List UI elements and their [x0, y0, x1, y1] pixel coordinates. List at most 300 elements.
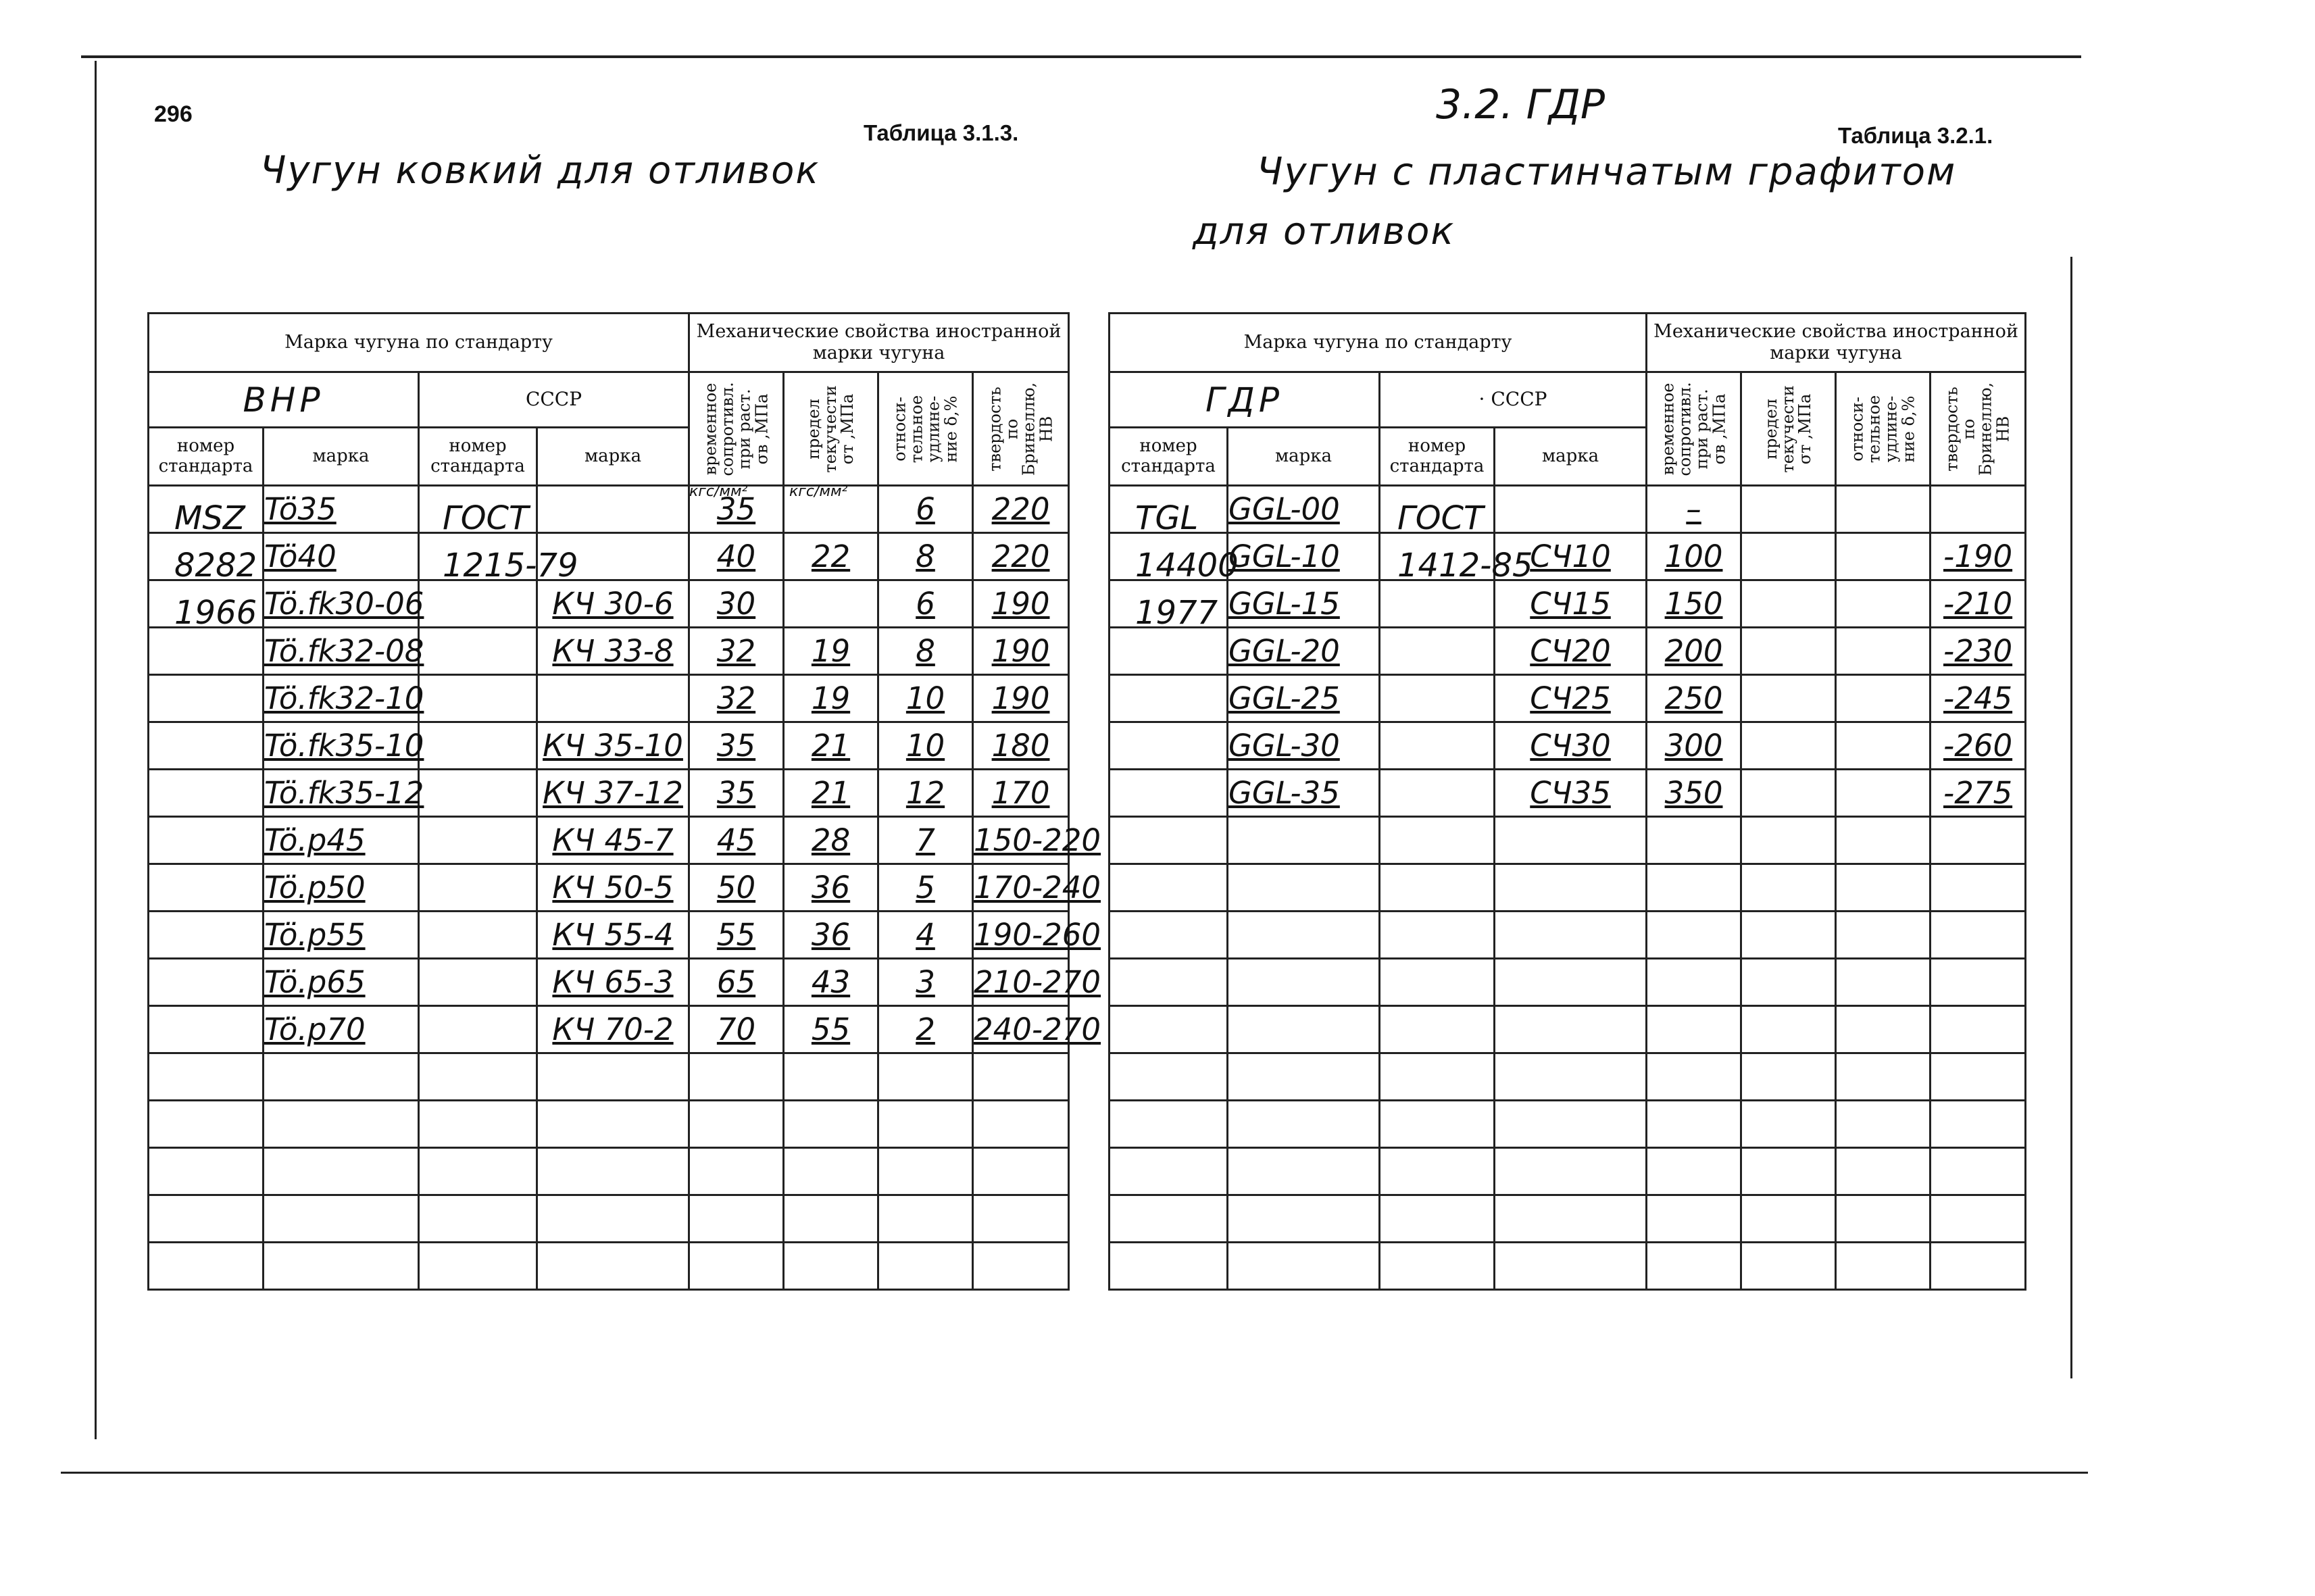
table-cell [149, 722, 264, 770]
cell-grade: Tö.fk30-06 [264, 580, 419, 628]
table-cell [1110, 864, 1228, 912]
empty-row [1110, 1006, 2026, 1053]
table-cell [1495, 1195, 1647, 1243]
cell-tensile: 65 [689, 959, 784, 1006]
table-cell [1380, 817, 1495, 864]
cell-yield: 19 [784, 675, 878, 722]
cell-hb: -210 [1931, 580, 2026, 628]
empty-row [149, 1101, 1069, 1148]
cell-tensile: 250 [1647, 675, 1741, 722]
left-table-label: Таблица 3.1.3. [864, 120, 1019, 145]
table-cell [1110, 1006, 1228, 1053]
table-cell [1380, 1101, 1495, 1148]
cell-tensile: 30 [689, 580, 784, 628]
table-cell [419, 1101, 537, 1148]
cell-tensile: 100 [1647, 533, 1741, 580]
table-cell [1228, 1053, 1380, 1101]
table-cell [1931, 1006, 2026, 1053]
table-cell [1836, 959, 1931, 1006]
cell-elong [1836, 533, 1931, 580]
table-cell [419, 675, 537, 722]
unit-label-tensile: кгс/мм² [689, 483, 748, 500]
table-cell [784, 1101, 878, 1148]
table-row [1110, 486, 2026, 533]
cell-grade: Tö.fk35-10 [264, 722, 419, 770]
table-cell [784, 1195, 878, 1243]
table-cell [1228, 1101, 1380, 1148]
cell-ussr: КЧ 70-2 [537, 1006, 689, 1053]
right-margin-rule [2070, 257, 2072, 1378]
cell-tensile: 200 [1647, 628, 1741, 675]
table-cell [537, 1195, 689, 1243]
cell-hb [1931, 486, 2026, 533]
table-cell [1110, 722, 1228, 770]
table-row [1110, 722, 2026, 770]
table-cell [1647, 1053, 1741, 1101]
cell-hb: 190 [973, 675, 1069, 722]
cell-hb: 150-220 [973, 817, 1069, 864]
left-table [147, 312, 1101, 1291]
empty-row [1110, 1053, 2026, 1101]
table-cell [689, 1195, 784, 1243]
cell-elong: 8 [878, 533, 973, 580]
section-heading: 3.2. ГДР [1436, 81, 1605, 128]
header-hardness: твердость по Бринеллю, НВ [1931, 372, 2026, 486]
header-elongation: относи- тельное удлине- ние δ,% [1836, 372, 1931, 486]
table-cell [1647, 817, 1741, 864]
cell-yield: 21 [784, 770, 878, 817]
table-cell [1647, 959, 1741, 1006]
table-cell [1110, 770, 1228, 817]
table-cell [419, 912, 537, 959]
table-cell [264, 1243, 419, 1290]
table-cell [419, 1148, 537, 1195]
cell-hb: 190 [973, 628, 1069, 675]
header-mechanical-properties: Механические свойства иностранной марки чугуна [689, 314, 1069, 372]
cell-hb: 210-270 [973, 959, 1069, 1006]
cell-grade: GGL-35 [1228, 770, 1380, 817]
table-cell [1741, 1195, 1836, 1243]
empty-row [149, 1053, 1069, 1101]
table-cell [1380, 1053, 1495, 1101]
table-cell [1228, 817, 1380, 864]
table-cell [1836, 912, 1931, 959]
header-tensile: временное сопротивл. при раст. σв ,МПа [1647, 372, 1741, 486]
table-cell [149, 1195, 264, 1243]
cell-tensile: 55 [689, 912, 784, 959]
cell-tensile: 32 [689, 628, 784, 675]
cell-yield [1741, 722, 1836, 770]
header-mechanical-properties: Механические свойства иностранной марки чугуна [1647, 314, 2026, 372]
table-cell [784, 1148, 878, 1195]
table-cell [264, 1195, 419, 1243]
table-cell [1741, 912, 1836, 959]
table-cell [149, 1148, 264, 1195]
table-cell [973, 1053, 1069, 1101]
table-cell [973, 1243, 1069, 1290]
table-cell [1741, 1101, 1836, 1148]
table-cell [537, 1243, 689, 1290]
header-std-number: номер стандарта [1110, 428, 1228, 486]
right-foreign-standard: TGL 14400 1977 [1135, 499, 1239, 632]
table-cell [1495, 1006, 1647, 1053]
cell-hb: 240-270 [973, 1006, 1069, 1053]
table-cell [1741, 1006, 1836, 1053]
table-cell [1380, 1006, 1495, 1053]
cell-elong: 8 [878, 628, 973, 675]
table-cell [537, 1101, 689, 1148]
table-cell [149, 770, 264, 817]
cell-grade: GGL-30 [1228, 722, 1380, 770]
table-cell [537, 1148, 689, 1195]
table-cell [537, 1053, 689, 1101]
table-cell [1228, 1243, 1380, 1290]
table-cell [1380, 912, 1495, 959]
cell-hb: -275 [1931, 770, 2026, 817]
cell-grade: Tö.p70 [264, 1006, 419, 1053]
cell-yield [784, 580, 878, 628]
table-cell [1228, 912, 1380, 959]
table-cell [1495, 864, 1647, 912]
table-row [1110, 675, 2026, 722]
table-row [149, 628, 1069, 675]
cell-grade: Tö.p45 [264, 817, 419, 864]
table-cell [419, 1195, 537, 1243]
table-cell [1931, 1243, 2026, 1290]
table-cell [1741, 1148, 1836, 1195]
empty-row [1110, 1101, 2026, 1148]
cell-grade: Tö35 [264, 486, 419, 533]
cell-tensile: 45 [689, 817, 784, 864]
cell-elong: 5 [878, 864, 973, 912]
cell-yield: 36 [784, 912, 878, 959]
table-cell [1647, 1006, 1741, 1053]
header-country-ussr: · СССР [1380, 372, 1647, 428]
table-cell [1380, 628, 1495, 675]
table-cell [1741, 1243, 1836, 1290]
table-cell [1836, 817, 1931, 864]
header-country-gdr: ГДР [1110, 372, 1380, 428]
table-cell [264, 1148, 419, 1195]
cell-grade: Tö.p65 [264, 959, 419, 1006]
cell-hb: 190-260 [973, 912, 1069, 959]
table-cell [878, 1148, 973, 1195]
table-cell [1228, 1006, 1380, 1053]
header-tensile: временное сопротивл. при раст. σв ,МПа [689, 372, 784, 486]
table-cell [419, 1006, 537, 1053]
table-cell [419, 1053, 537, 1101]
cell-elong: 3 [878, 959, 973, 1006]
table-cell [1931, 1195, 2026, 1243]
header-country-ussr: СССР [419, 372, 689, 428]
table-cell [149, 1006, 264, 1053]
table-cell [1495, 1243, 1647, 1290]
header-ussr-grade: марка [537, 428, 689, 486]
cell-yield: 28 [784, 817, 878, 864]
left-title: Чугун ковкий для отливок [260, 149, 820, 193]
table-cell [1647, 912, 1741, 959]
table-cell [149, 1101, 264, 1148]
header-grade: марка [264, 428, 419, 486]
table-cell [973, 1148, 1069, 1195]
table-cell [1647, 1101, 1741, 1148]
cell-hb: 170 [973, 770, 1069, 817]
empty-row [1110, 912, 2026, 959]
table-cell [784, 1053, 878, 1101]
table-cell [1836, 1006, 1931, 1053]
cell-ussr: КЧ 33-8 [537, 628, 689, 675]
table-cell [1380, 864, 1495, 912]
empty-row [1110, 817, 2026, 864]
table-cell [1380, 1148, 1495, 1195]
table-cell [1110, 675, 1228, 722]
empty-row [1110, 864, 2026, 912]
table-cell [784, 1243, 878, 1290]
table-cell [1380, 675, 1495, 722]
table-cell [1228, 959, 1380, 1006]
cell-grade: Tö40 [264, 533, 419, 580]
table-row [149, 1006, 1069, 1053]
page-number: 296 [154, 101, 193, 127]
table-cell [689, 1148, 784, 1195]
table-cell [149, 912, 264, 959]
cell-ussr: КЧ 65-3 [537, 959, 689, 1006]
table-cell [1110, 1148, 1228, 1195]
cell-tensile: 40 [689, 533, 784, 580]
table-cell [1741, 959, 1836, 1006]
cell-elong [1836, 675, 1931, 722]
table-row [149, 912, 1069, 959]
header-grade: марка [1228, 428, 1380, 486]
cell-hb: -190 [1931, 533, 2026, 580]
table-cell [1741, 1053, 1836, 1101]
left-margin-rule [95, 61, 97, 1439]
cell-yield [1741, 533, 1836, 580]
table-cell [878, 1101, 973, 1148]
cell-yield [1741, 675, 1836, 722]
table-cell [878, 1053, 973, 1101]
cell-elong [1836, 628, 1931, 675]
cell-tensile: 32 [689, 675, 784, 722]
cell-elong: 12 [878, 770, 973, 817]
right-title-line1: Чугун с пластинчатым графитом [1257, 150, 1957, 194]
table-cell [1380, 1195, 1495, 1243]
header-yield: предел текучести σт ,МПа [784, 372, 878, 486]
table-cell [1228, 1148, 1380, 1195]
table-cell [149, 959, 264, 1006]
table-cell [1931, 1148, 2026, 1195]
cell-tensile: 150 [1647, 580, 1741, 628]
left-foreign-standard: MSZ 8282 1966 [174, 499, 257, 632]
table-cell [1110, 912, 1228, 959]
table-cell [264, 1053, 419, 1101]
cell-tensile: 350 [1647, 770, 1741, 817]
cell-hb: 170-240 [973, 864, 1069, 912]
cell-ussr: КЧ 35-10 [537, 722, 689, 770]
table-cell [1741, 817, 1836, 864]
table-cell [1931, 864, 2026, 912]
cell-tensile: 50 [689, 864, 784, 912]
table-cell [149, 1243, 264, 1290]
table-cell [1931, 912, 2026, 959]
cell-yield: 36 [784, 864, 878, 912]
table-row [1110, 628, 2026, 675]
cell-grade: GGL-20 [1228, 628, 1380, 675]
table-cell [1647, 1148, 1741, 1195]
table-cell [419, 864, 537, 912]
table-row [149, 722, 1069, 770]
cell-grade: Tö.fk35-12 [264, 770, 419, 817]
table-cell [1495, 959, 1647, 1006]
cell-elong: 7 [878, 817, 973, 864]
cell-ussr: СЧ25 [1495, 675, 1647, 722]
table-row [149, 580, 1069, 628]
cell-grade: Tö.fk32-10 [264, 675, 419, 722]
table-row [1110, 533, 2026, 580]
cell-yield: 43 [784, 959, 878, 1006]
table-cell [1110, 817, 1228, 864]
cell-ussr: СЧ35 [1495, 770, 1647, 817]
cell-grade: Tö.fk32-08 [264, 628, 419, 675]
table-cell [1647, 864, 1741, 912]
table-cell [1931, 959, 2026, 1006]
table-cell [1836, 864, 1931, 912]
cell-hb: 220 [973, 533, 1069, 580]
left-ussr-standard: ГОСТ 1215-79 [443, 499, 578, 584]
cell-elong: 6 [878, 486, 973, 533]
cell-yield [1741, 580, 1836, 628]
cell-ussr [537, 675, 689, 722]
header-grade-by-standard: Марка чугуна по стандарту [149, 314, 689, 372]
right-table-label: Таблица 3.2.1. [1838, 123, 1993, 148]
table-cell [419, 1243, 537, 1290]
empty-row [149, 1148, 1069, 1195]
cell-elong: 4 [878, 912, 973, 959]
table-cell [149, 817, 264, 864]
cell-hb: 190 [973, 580, 1069, 628]
table-row [149, 959, 1069, 1006]
cell-ussr: КЧ 55-4 [537, 912, 689, 959]
cell-yield [1741, 486, 1836, 533]
header-ussr-std-number: номер стандарта [419, 428, 537, 486]
cell-elong [1836, 722, 1931, 770]
cell-grade: GGL-10 [1228, 533, 1380, 580]
table-row [1110, 580, 2026, 628]
table-cell [973, 1101, 1069, 1148]
cell-grade: GGL-25 [1228, 675, 1380, 722]
cell-ussr: СЧ10 [1495, 533, 1647, 580]
table-cell [1380, 770, 1495, 817]
table-cell [1836, 1101, 1931, 1148]
top-rule [81, 55, 2081, 58]
table-cell [1380, 959, 1495, 1006]
table-cell [419, 722, 537, 770]
header-hardness: твердость по Бринеллю, НВ [973, 372, 1069, 486]
cell-ussr: СЧ30 [1495, 722, 1647, 770]
table-row [149, 675, 1069, 722]
cell-yield: 19 [784, 628, 878, 675]
table-cell [1495, 1148, 1647, 1195]
table-row [149, 533, 1069, 580]
table-cell [689, 1053, 784, 1101]
table-cell [1495, 1053, 1647, 1101]
header-elongation: относи- тельное удлине- ние δ,% [878, 372, 973, 486]
right-table [1108, 312, 2026, 1291]
cell-ussr: СЧ15 [1495, 580, 1647, 628]
cell-yield: 21 [784, 722, 878, 770]
table-cell [419, 817, 537, 864]
cell-yield: 55 [784, 1006, 878, 1053]
table-cell [149, 864, 264, 912]
cell-yield [1741, 770, 1836, 817]
right-title-line2: для отливок [1193, 209, 1455, 253]
table-cell [1931, 1101, 2026, 1148]
empty-row [149, 1195, 1069, 1243]
header-yield: предел текучести σт ,МПа [1741, 372, 1836, 486]
cell-grade: Tö.p50 [264, 864, 419, 912]
table-cell [1495, 1101, 1647, 1148]
table-cell [1495, 912, 1647, 959]
table-cell [1110, 1195, 1228, 1243]
cell-elong: 10 [878, 675, 973, 722]
header-country-hungary: ВНР [149, 372, 419, 428]
cell-ussr: КЧ 37-12 [537, 770, 689, 817]
cell-elong: 6 [878, 580, 973, 628]
table-cell [1495, 817, 1647, 864]
cell-tensile: 300 [1647, 722, 1741, 770]
table-cell [689, 1243, 784, 1290]
cell-elong [1836, 486, 1931, 533]
cell-elong: 2 [878, 1006, 973, 1053]
cell-grade: Tö.p55 [264, 912, 419, 959]
table-cell [1647, 1195, 1741, 1243]
cell-elong [1836, 580, 1931, 628]
cell-tensile: 70 [689, 1006, 784, 1053]
table-cell [1110, 959, 1228, 1006]
cell-ussr: КЧ 50-5 [537, 864, 689, 912]
cell-elong: 10 [878, 722, 973, 770]
table-cell [1380, 1243, 1495, 1290]
cell-elong [1836, 770, 1931, 817]
table-cell [419, 959, 537, 1006]
table-row [149, 770, 1069, 817]
table-cell [1836, 1243, 1931, 1290]
table-cell [1228, 864, 1380, 912]
cell-tensile: – [1647, 486, 1741, 533]
empty-row [1110, 1195, 2026, 1243]
cell-tensile: 35 [689, 486, 784, 533]
table-row [149, 864, 1069, 912]
header-grade-by-standard: Марка чугуна по стандарту [1110, 314, 1647, 372]
right-ussr-standard: ГОСТ 1412-85 [1397, 499, 1533, 584]
table-row [149, 486, 1069, 533]
table-cell [689, 1101, 784, 1148]
table-cell [878, 1195, 973, 1243]
table-cell [149, 675, 264, 722]
empty-row [1110, 1243, 2026, 1290]
table-cell [1836, 1053, 1931, 1101]
cell-hb: -260 [1931, 722, 2026, 770]
header-std-number: номер стандарта [149, 428, 264, 486]
table-cell [1931, 817, 2026, 864]
cell-hb: -230 [1931, 628, 2026, 675]
cell-ussr: КЧ 30-6 [537, 580, 689, 628]
table-cell [1380, 722, 1495, 770]
header-ussr-grade: марка [1495, 428, 1647, 486]
unit-label-yield: кгс/мм² [789, 483, 848, 500]
table-cell [1110, 1243, 1228, 1290]
table-cell [264, 1101, 419, 1148]
